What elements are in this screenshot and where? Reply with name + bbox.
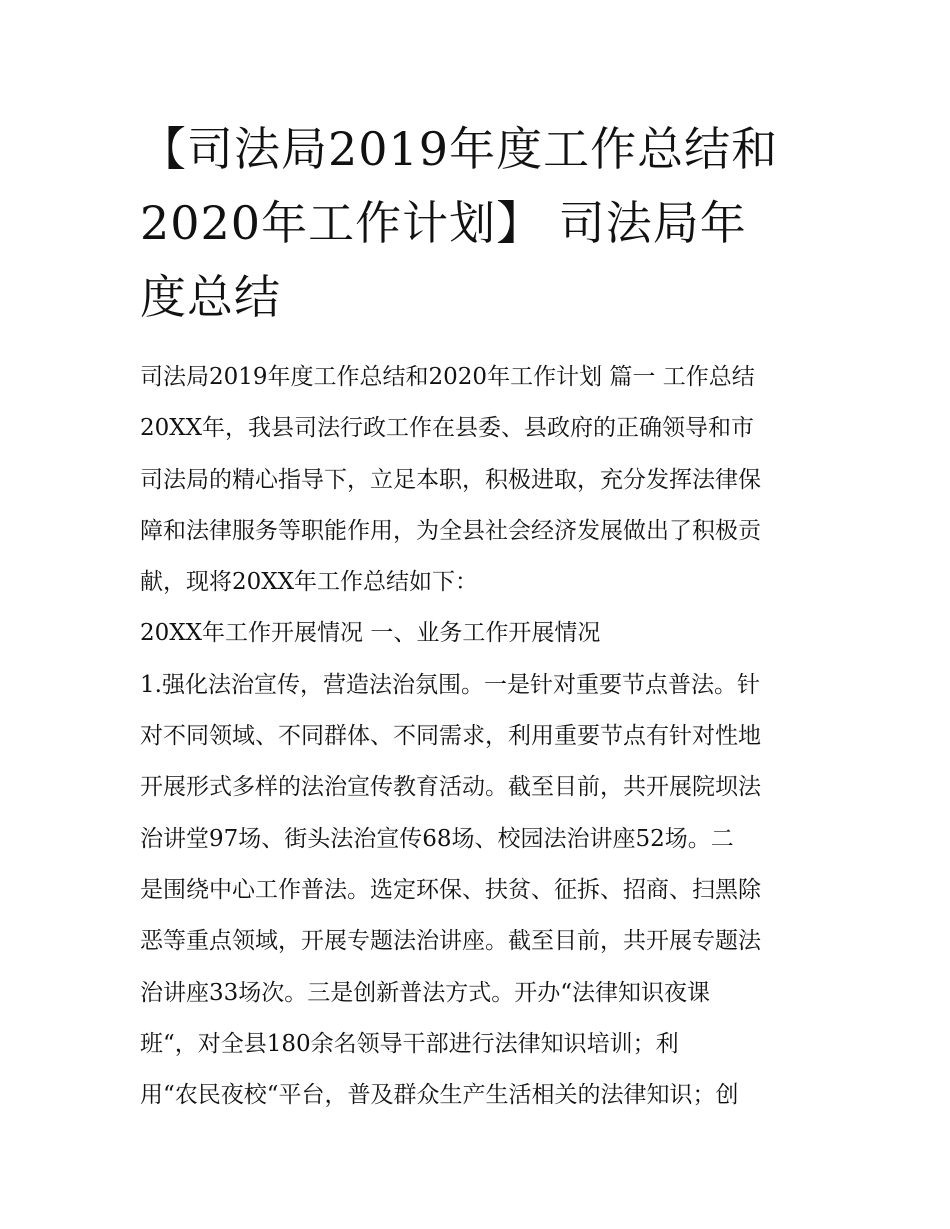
document-body: [140, 352, 830, 1121]
body-line: 治讲堂97场、街头法治宣传68场、校园法治讲座52场。二: [140, 825, 734, 852]
body-line: 班“，对全县180余名领导干部进行法律知识培训；利: [140, 1030, 679, 1057]
document-title: [140, 112, 830, 334]
body-line: 对不同领域、不同群体、不同需求，利用重要节点有针对性地: [140, 723, 761, 750]
title-line: 【司法局2019年度工作总结和: [140, 122, 779, 176]
body-line: 1.强化法治宣传，营造法治氛围。一是针对重要节点普法。针: [140, 671, 760, 698]
body-line: 治讲座33场次。三是创新普法方式。开办“法律知识夜课: [140, 979, 711, 1006]
body-line: 障和法律服务等职能作用，为全县社会经济发展做出了积极贡: [140, 517, 761, 544]
title-line: 度总结: [140, 270, 281, 324]
body-line: 恶等重点领域，开展专题法治讲座。截至目前，共开展专题法: [140, 928, 761, 955]
body-line: 是围绕中心工作普法。选定环保、扶贫、征拆、招商、扫黑除: [140, 876, 761, 903]
body-line: 献，现将20XX年工作总结如下：: [140, 569, 479, 596]
body-line: 司法局2019年度工作总结和2020年工作计划 篇一 工作总结: [140, 364, 755, 390]
body-line: 用“农民夜校“平台，普及群众生产生活相关的法律知识；创: [140, 1082, 739, 1109]
body-line: 20XX年工作开展情况 一、业务工作开展情况: [140, 620, 601, 647]
body-line: 司法局的精心指导下，立足本职，积极进取，充分发挥法律保: [140, 466, 761, 493]
title-line: 2020年工作计划】 司法局年: [140, 196, 747, 250]
body-line: 20XX年，我县司法行政工作在县委、县政府的正确领导和市: [140, 415, 755, 442]
body-line: 开展形式多样的法治宣传教育活动。截至目前，共开展院坝法: [140, 774, 761, 801]
